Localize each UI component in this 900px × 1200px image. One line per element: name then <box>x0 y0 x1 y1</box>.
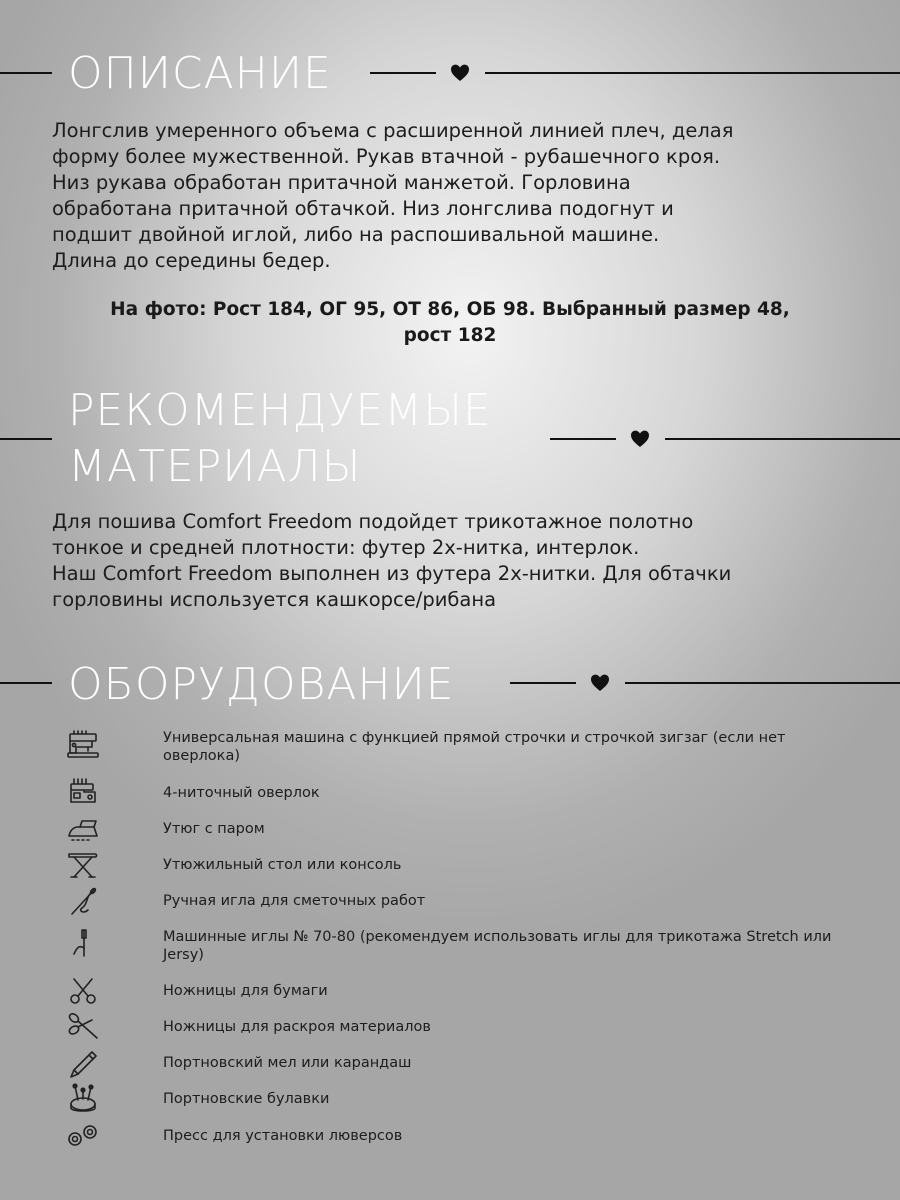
heart-icon <box>630 429 650 449</box>
heading-description: ОПИСАНИЕ <box>68 48 332 99</box>
machine-needle-icon <box>66 926 100 960</box>
equipment-label: Утюг с паром <box>163 821 265 837</box>
rule-mid-materials <box>550 438 616 440</box>
equipment-label: Универсальная машина с функцией прямой строчки и строчкой зигзаг (если нет оверлока) <box>163 730 786 764</box>
description-paragraph <box>52 118 852 274</box>
eyelet-press-icon <box>66 1118 100 1152</box>
description-line: форму более мужественной. Рукав втачной - рубашечного кроя. <box>52 145 721 168</box>
hand-needle-icon <box>66 884 100 918</box>
materials-line: Для пошива Comfort Freedom подойдет трикотажное полотно <box>52 510 694 533</box>
rule-mid-description <box>370 72 436 74</box>
rule-left-equipment <box>0 682 52 684</box>
equipment-label: Ручная игла для сметочных работ <box>163 893 426 909</box>
sewing-machine-icon <box>66 728 100 762</box>
rule-left-materials <box>0 438 52 440</box>
equipment-label: Машинные иглы № 70-80 (рекомендуем использовать иглы для трикотажа Stretch или Jersy) <box>163 929 832 963</box>
description-line: Длина до середины бедер. <box>52 249 331 272</box>
chalk-pencil-icon <box>66 1046 100 1080</box>
photo-note-line: рост 182 <box>403 325 497 346</box>
rule-mid-equipment <box>510 682 576 684</box>
equipment-label: Пресс для установки люверсов <box>163 1128 403 1144</box>
description-line: Лонгслив умеренного объема с расширенной линией плеч, делая <box>52 119 734 142</box>
photo-note-line: На фото: Рост 184, ОГ 95, ОТ 86, ОБ 98. Выбранный размер 48, <box>110 299 790 320</box>
equipment-label: Утюжильный стол или консоль <box>163 857 402 873</box>
rule-right-equipment <box>625 682 900 684</box>
description-line: обработана притачной обтачкой. Низ лонгслива подогнут и <box>52 197 674 220</box>
rule-right-description <box>485 72 900 74</box>
materials-line: тонкое и средней плотности: футер 2х-нитка, интерлок. <box>52 536 640 559</box>
heading-materials-line-2: МАТЕРИАЛЫ <box>68 441 362 492</box>
paper-scissors-icon <box>66 974 100 1008</box>
pincushion-icon <box>66 1082 100 1116</box>
equipment-label: Портновские булавки <box>163 1091 330 1107</box>
fabric-scissors-icon <box>66 1010 100 1044</box>
heading-materials-line-1: РЕКОМЕНДУЕМЫЕ <box>68 385 492 436</box>
materials-line: Наш Comfort Freedom выполнен из футера 2х-нитки. Для обтачки <box>52 562 732 585</box>
materials-paragraph <box>52 509 852 613</box>
overlock-icon <box>66 775 100 809</box>
heart-icon <box>450 63 470 83</box>
equipment-label: Ножницы для бумаги <box>163 983 328 999</box>
ironing-board-icon <box>66 848 100 882</box>
equipment-label: Портновский мел или карандаш <box>163 1055 412 1071</box>
steam-iron-icon <box>66 812 100 846</box>
rule-right-materials <box>665 438 900 440</box>
rule-left-description <box>0 72 52 74</box>
photo-note <box>50 297 850 349</box>
materials-line: горловины используется кашкорсе/рибана <box>52 588 497 611</box>
equipment-label: Ножницы для раскроя материалов <box>163 1019 431 1035</box>
heart-icon <box>590 673 610 693</box>
description-line: Низ рукава обработан притачной манжетой. Горловина <box>52 171 631 194</box>
equipment-label: 4-ниточный оверлок <box>163 785 320 801</box>
heading-equipment: ОБОРУДОВАНИЕ <box>68 659 455 710</box>
description-line: подшит двойной иглой, либо на распошивальной машине. <box>52 223 660 246</box>
